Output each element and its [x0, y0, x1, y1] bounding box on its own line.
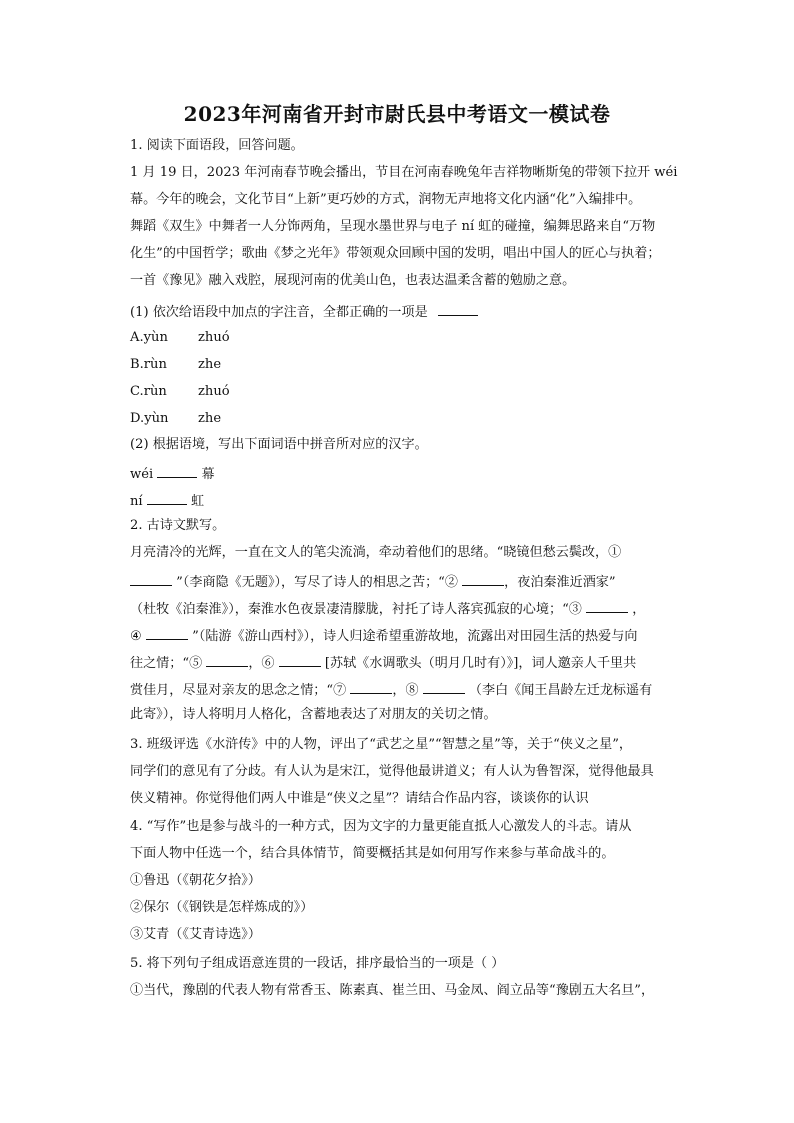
q2-line [130, 679, 652, 700]
q2-line [130, 652, 636, 673]
q4-line: 下面人物中任选一个，结合具体情节，简要概括其是如何用写作来参与革命战斗的。 [130, 846, 615, 861]
answer-blank[interactable] [438, 301, 478, 316]
q2-text: ， [628, 602, 646, 617]
q2-line [130, 598, 645, 619]
option-c-first: C.rùn [130, 384, 167, 399]
q3-line: 侠义精神。你觉得他们两人中谁是“侠义之星”？请结合作品内容，谈谈你的认识 [130, 791, 589, 806]
q1-sub1 [130, 301, 478, 322]
q4-line: 4. “写作”也是参与战斗的一种方式，因为文字的力量更能直抵人心激发人的斗志。请从 [130, 819, 632, 834]
pinyin: ní [130, 494, 143, 509]
q2-text: （李白《闻王昌龄左迁龙标遥有 [468, 683, 653, 698]
answer-blank[interactable] [423, 679, 465, 694]
q1-heading: 1. 阅读下面语段，回答问题。 [130, 138, 304, 153]
q4-item: ③艾青（《艾青诗选》） [130, 927, 261, 942]
q2-text: 赏佳月，尽显对亲友的思念之情；“⑦ [130, 683, 347, 698]
q1-passage-line: 舞蹈《双生》中舞者一人分饰两角，呈现水墨世界与电子 ní 虹的碰撞，编舞思路来自“万物 [130, 219, 656, 234]
hanzi: 虹 [190, 494, 205, 509]
q2-text: ”（李商隐《无题》），写尽了诗人的相思之苦；“② [172, 575, 458, 590]
q4-item: ②保尔（《钢铁是怎样炼成的》） [130, 900, 314, 915]
q1-word2 [130, 490, 204, 511]
answer-blank[interactable] [586, 598, 628, 613]
q2-line: 此寄》），诗人将明月人格化，含蓄地表达了对朋友的关切之情。 [130, 707, 497, 722]
pinyin: wéi [130, 467, 154, 482]
q2-text: ，⑧ [392, 683, 419, 698]
answer-blank[interactable] [146, 625, 188, 640]
answer-blank[interactable] [279, 652, 321, 667]
q1-sub2: (2) 根据语境，写出下面词语中拼音所对应的汉字。 [130, 437, 428, 452]
answer-blank[interactable] [350, 679, 392, 694]
hanzi: 幕 [201, 467, 215, 482]
q2-line [130, 625, 637, 646]
page-title: 2023年河南省开封市尉氏县中考语文一模试卷 [183, 102, 611, 126]
q1-sub1-text: (1) 依次给语段中加点的字注音，全都正确的一项是 [130, 305, 428, 320]
q2-text: ④ [130, 629, 142, 644]
option-b[interactable] [130, 356, 221, 374]
q2-text: （杜牧《泊秦淮》），秦淮水色夜景凄清朦胧，衬托了诗人落宾孤寂的心境；“③ [130, 602, 582, 617]
q5-line: 5. 将下列句子组成语意连贯的一段话，排序最恰当的一项是（ ） [130, 956, 505, 971]
answer-blank[interactable] [147, 490, 187, 505]
answer-blank[interactable] [157, 463, 197, 478]
q2-text: ，⑥ [248, 656, 275, 671]
q2-line [130, 571, 616, 592]
option-a-second: zhuó [198, 330, 230, 345]
option-d-second: zhe [198, 411, 222, 426]
q2-text: [苏轼《水调歌头（明月几时有）》]，词人邀亲人千里共 [324, 656, 637, 671]
option-c[interactable] [130, 383, 230, 401]
q4-item: ①鲁迅（《朝花夕拾》） [130, 873, 261, 888]
q1-passage-line: 幕。今年的晚会，文化节目“上新”更巧妙的方式，润物无声地将文化内涵“化”入编排中。 [130, 192, 642, 207]
q2-text: ，夜泊秦淮近酒家” [504, 575, 616, 590]
answer-blank[interactable] [462, 571, 504, 586]
q1-passage-line: 一首《豫见》融入戏腔，展现河南的优美山色，也表达温柔含蓄的勉励之意。 [130, 273, 576, 288]
option-a[interactable] [130, 329, 230, 347]
q3-line: 同学们的意见有了分歧。有人认为是宋江，觉得他最讲道义；有人认为鲁智深，觉得他最具 [130, 764, 654, 779]
option-d-first: D.yùn [130, 411, 169, 426]
q1-word1 [130, 463, 215, 484]
option-b-second: zhe [198, 357, 222, 372]
option-a-first: A.yùn [130, 330, 168, 345]
q1-passage-line: 1 月 19 日，2023 年河南春节晚会播出，节目在河南春晚兔年吉祥物晰斯兔的带领下拉开 wéi [130, 165, 678, 180]
q2-text: ”（陆游《游山西村》），诗人归途希望重游故地，流露出对田园生活的热爱与向 [187, 629, 638, 644]
q3-line: 3. 班级评选《水浒传》中的人物，评出了“武艺之星”“智慧之星”等，关于“侠义之星”， [130, 737, 633, 752]
q2-heading: 2. 古诗文默写。 [130, 518, 226, 533]
option-b-first: B.rùn [130, 357, 167, 372]
q2-line: 月亮清冷的光辉，一直在文人的笔尖流淌，牵动着他们的思绪。“晓镜但愁云鬓改，① [130, 545, 622, 560]
answer-blank[interactable] [206, 652, 248, 667]
q2-text: 往之情；“⑤ [130, 656, 203, 671]
option-d[interactable] [130, 410, 221, 428]
q5-line: ①当代，豫剧的代表人物有常香玉、陈素真、崔兰田、马金凤、阎立品等“豫剧五大名旦”， [130, 983, 655, 998]
q1-passage-line: 化生”的中国哲学；歌曲《梦之光年》带领观众回顾中国的发明，唱出中国人的匠心与执着； [130, 246, 661, 261]
answer-blank[interactable] [130, 571, 172, 586]
option-c-second: zhuó [198, 384, 230, 399]
